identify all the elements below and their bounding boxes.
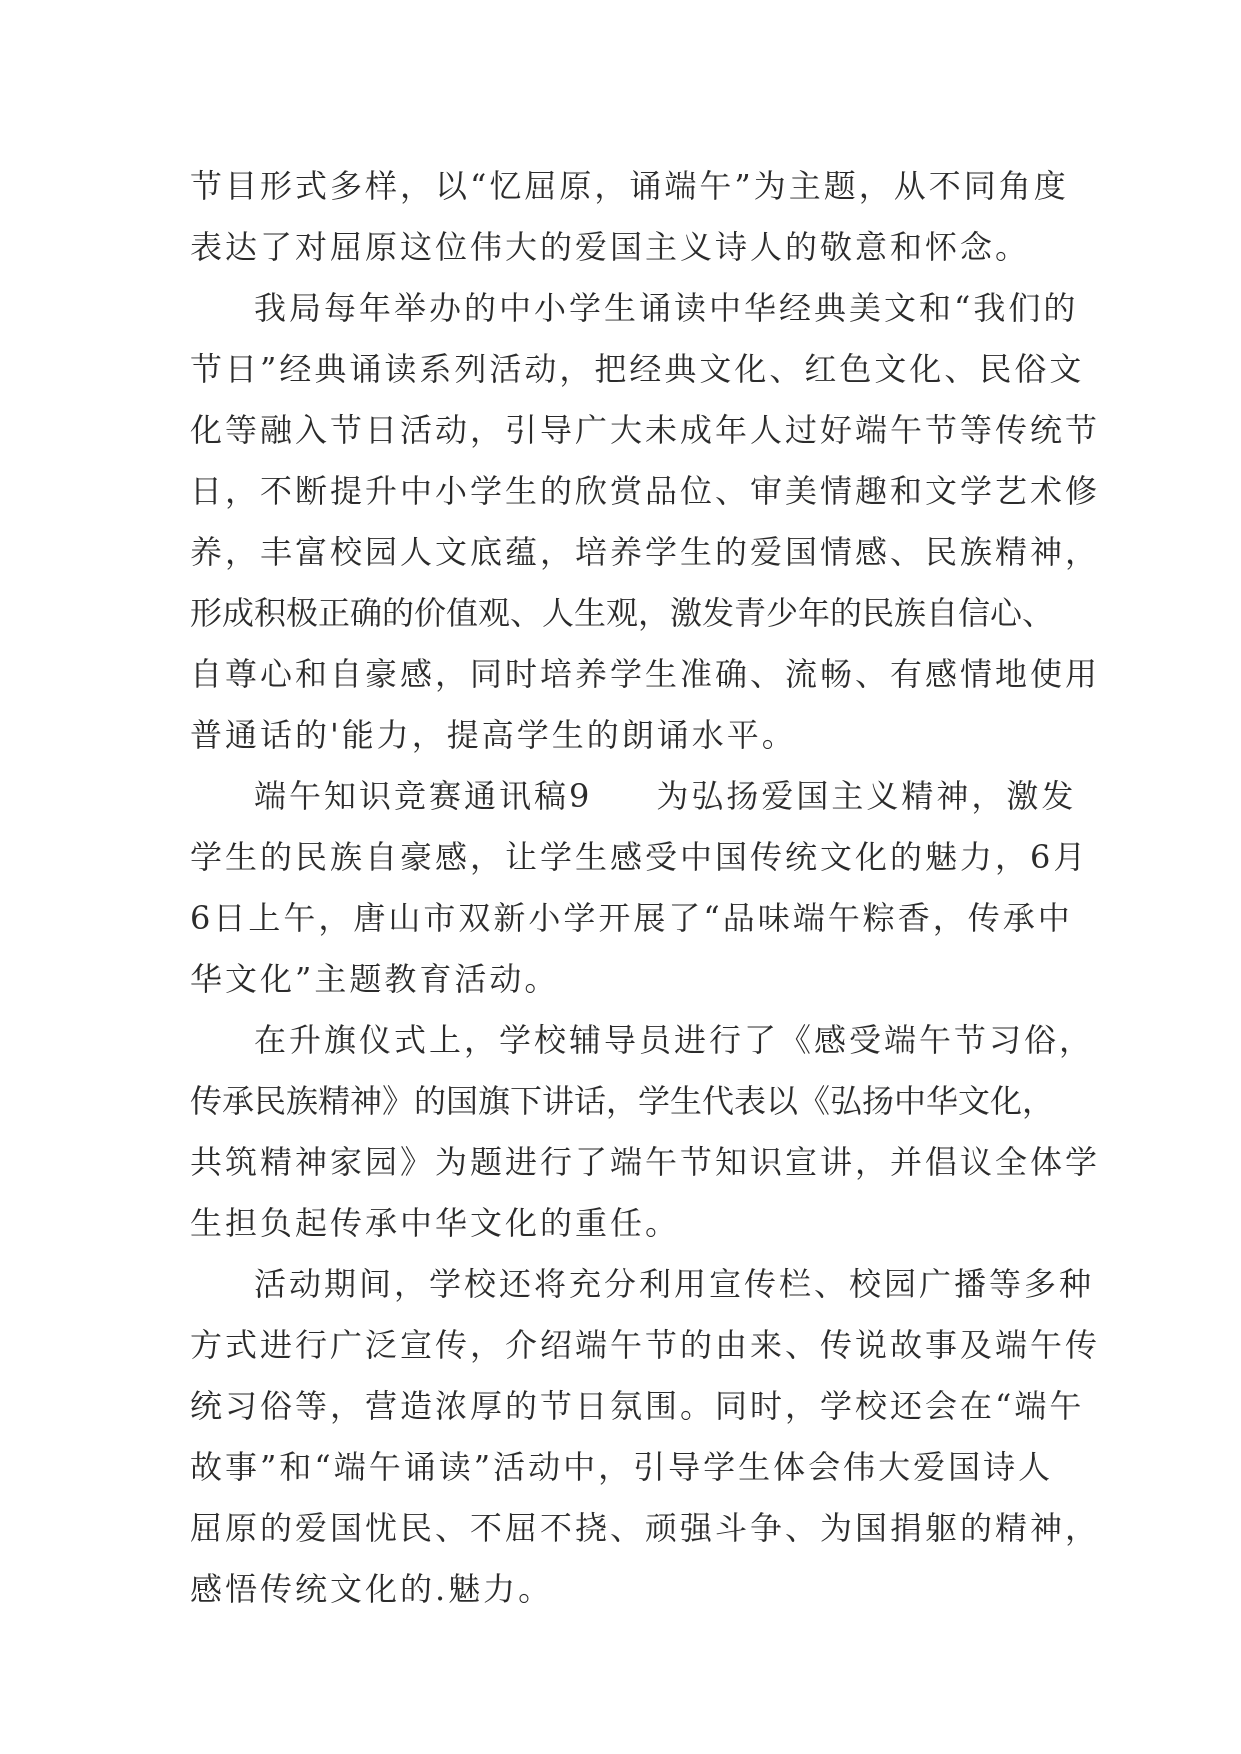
paragraph-5-line-5: 屈原的爱国忧民、不屈不挠、顽强斗争、为国捐躯的精神， [190, 1509, 1101, 1547]
paragraph-3-line-4: 华文化”主题教育活动。 [190, 960, 560, 998]
paragraph-5-line-4: 故事”和“端午诵读”活动中，引导学生体会伟大爱国诗人 [190, 1448, 1054, 1486]
paragraph-3-line-3: 6日上午，唐山市双新小学开展了“品味端午粽香，传承中 [190, 899, 1073, 937]
paragraph-2-line-1: 我局每年举办的中小学生诵读中华经典美文和“我们的 [254, 289, 1079, 327]
paragraph-1-line-1: 节目形式多样，以“忆屈原，诵端午”为主题，从不同角度 [190, 167, 1069, 205]
paragraph-5-line-2: 方式进行广泛宣传，介绍端午节的由来、传说故事及端午传 [190, 1326, 1101, 1364]
paragraph-4-line-1: 在升旗仪式上，学校辅导员进行了《感受端午节习俗， [254, 1021, 1095, 1059]
document-body [190, 156, 1101, 1620]
paragraph-2-line-3: 化等融入节日活动，引导广大未成年人过好端午节等传统节 [190, 411, 1101, 449]
paragraph-1-line-2: 表达了对屈原这位伟大的爱国主义诗人的敬意和怀念。 [190, 228, 1031, 266]
paragraph-5-line-1: 活动期间，学校还将充分利用宣传栏、校园广播等多种 [254, 1265, 1095, 1303]
paragraph-4-line-3: 共筑精神家园》为题进行了端午节知识宣讲，并倡议全体学 [190, 1143, 1101, 1181]
paragraph-2-line-4: 日，不断提升中小学生的欣赏品位、审美情趣和文学艺术修 [190, 472, 1101, 510]
paragraph-3-line-2: 学生的民族自豪感，让学生感受中国传统文化的魅力，6月 [190, 838, 1089, 876]
paragraph-3-lead: 为弘扬爱国主义精神，激发 [656, 777, 1077, 815]
article-heading: 端午知识竞赛通讯稿9 [254, 777, 593, 815]
paragraph-3-line-1 [190, 766, 1077, 827]
paragraph-2-line-5: 养，丰富校园人文底蕴，培养学生的爱国情感、民族精神， [190, 533, 1101, 571]
paragraph-5-line-3: 统习俗等，营造浓厚的节日氛围。同时，学校还会在“端午 [190, 1387, 1085, 1425]
paragraph-2-line-7: 自尊心和自豪感，同时培养学生准确、流畅、有感情地使用 [190, 655, 1101, 693]
paragraph-2-line-2: 节日”经典诵读系列活动，把经典文化、红色文化、民俗文 [190, 350, 1085, 388]
paragraph-2-line-6: 形成积极正确的价值观、人生观，激发青少年的民族自信心、 [190, 594, 1055, 632]
paragraph-2-line-8: 普通话的'能力，提高学生的朗诵水平。 [190, 716, 797, 754]
paragraph-4-line-2: 传承民族精神》的国旗下讲话，学生代表以《弘扬中华文化， [190, 1082, 1055, 1120]
paragraph-4-line-4: 生担负起传承中华文化的重任。 [190, 1204, 681, 1242]
paragraph-5-line-6: 感悟传统文化的.魅力。 [190, 1570, 554, 1608]
